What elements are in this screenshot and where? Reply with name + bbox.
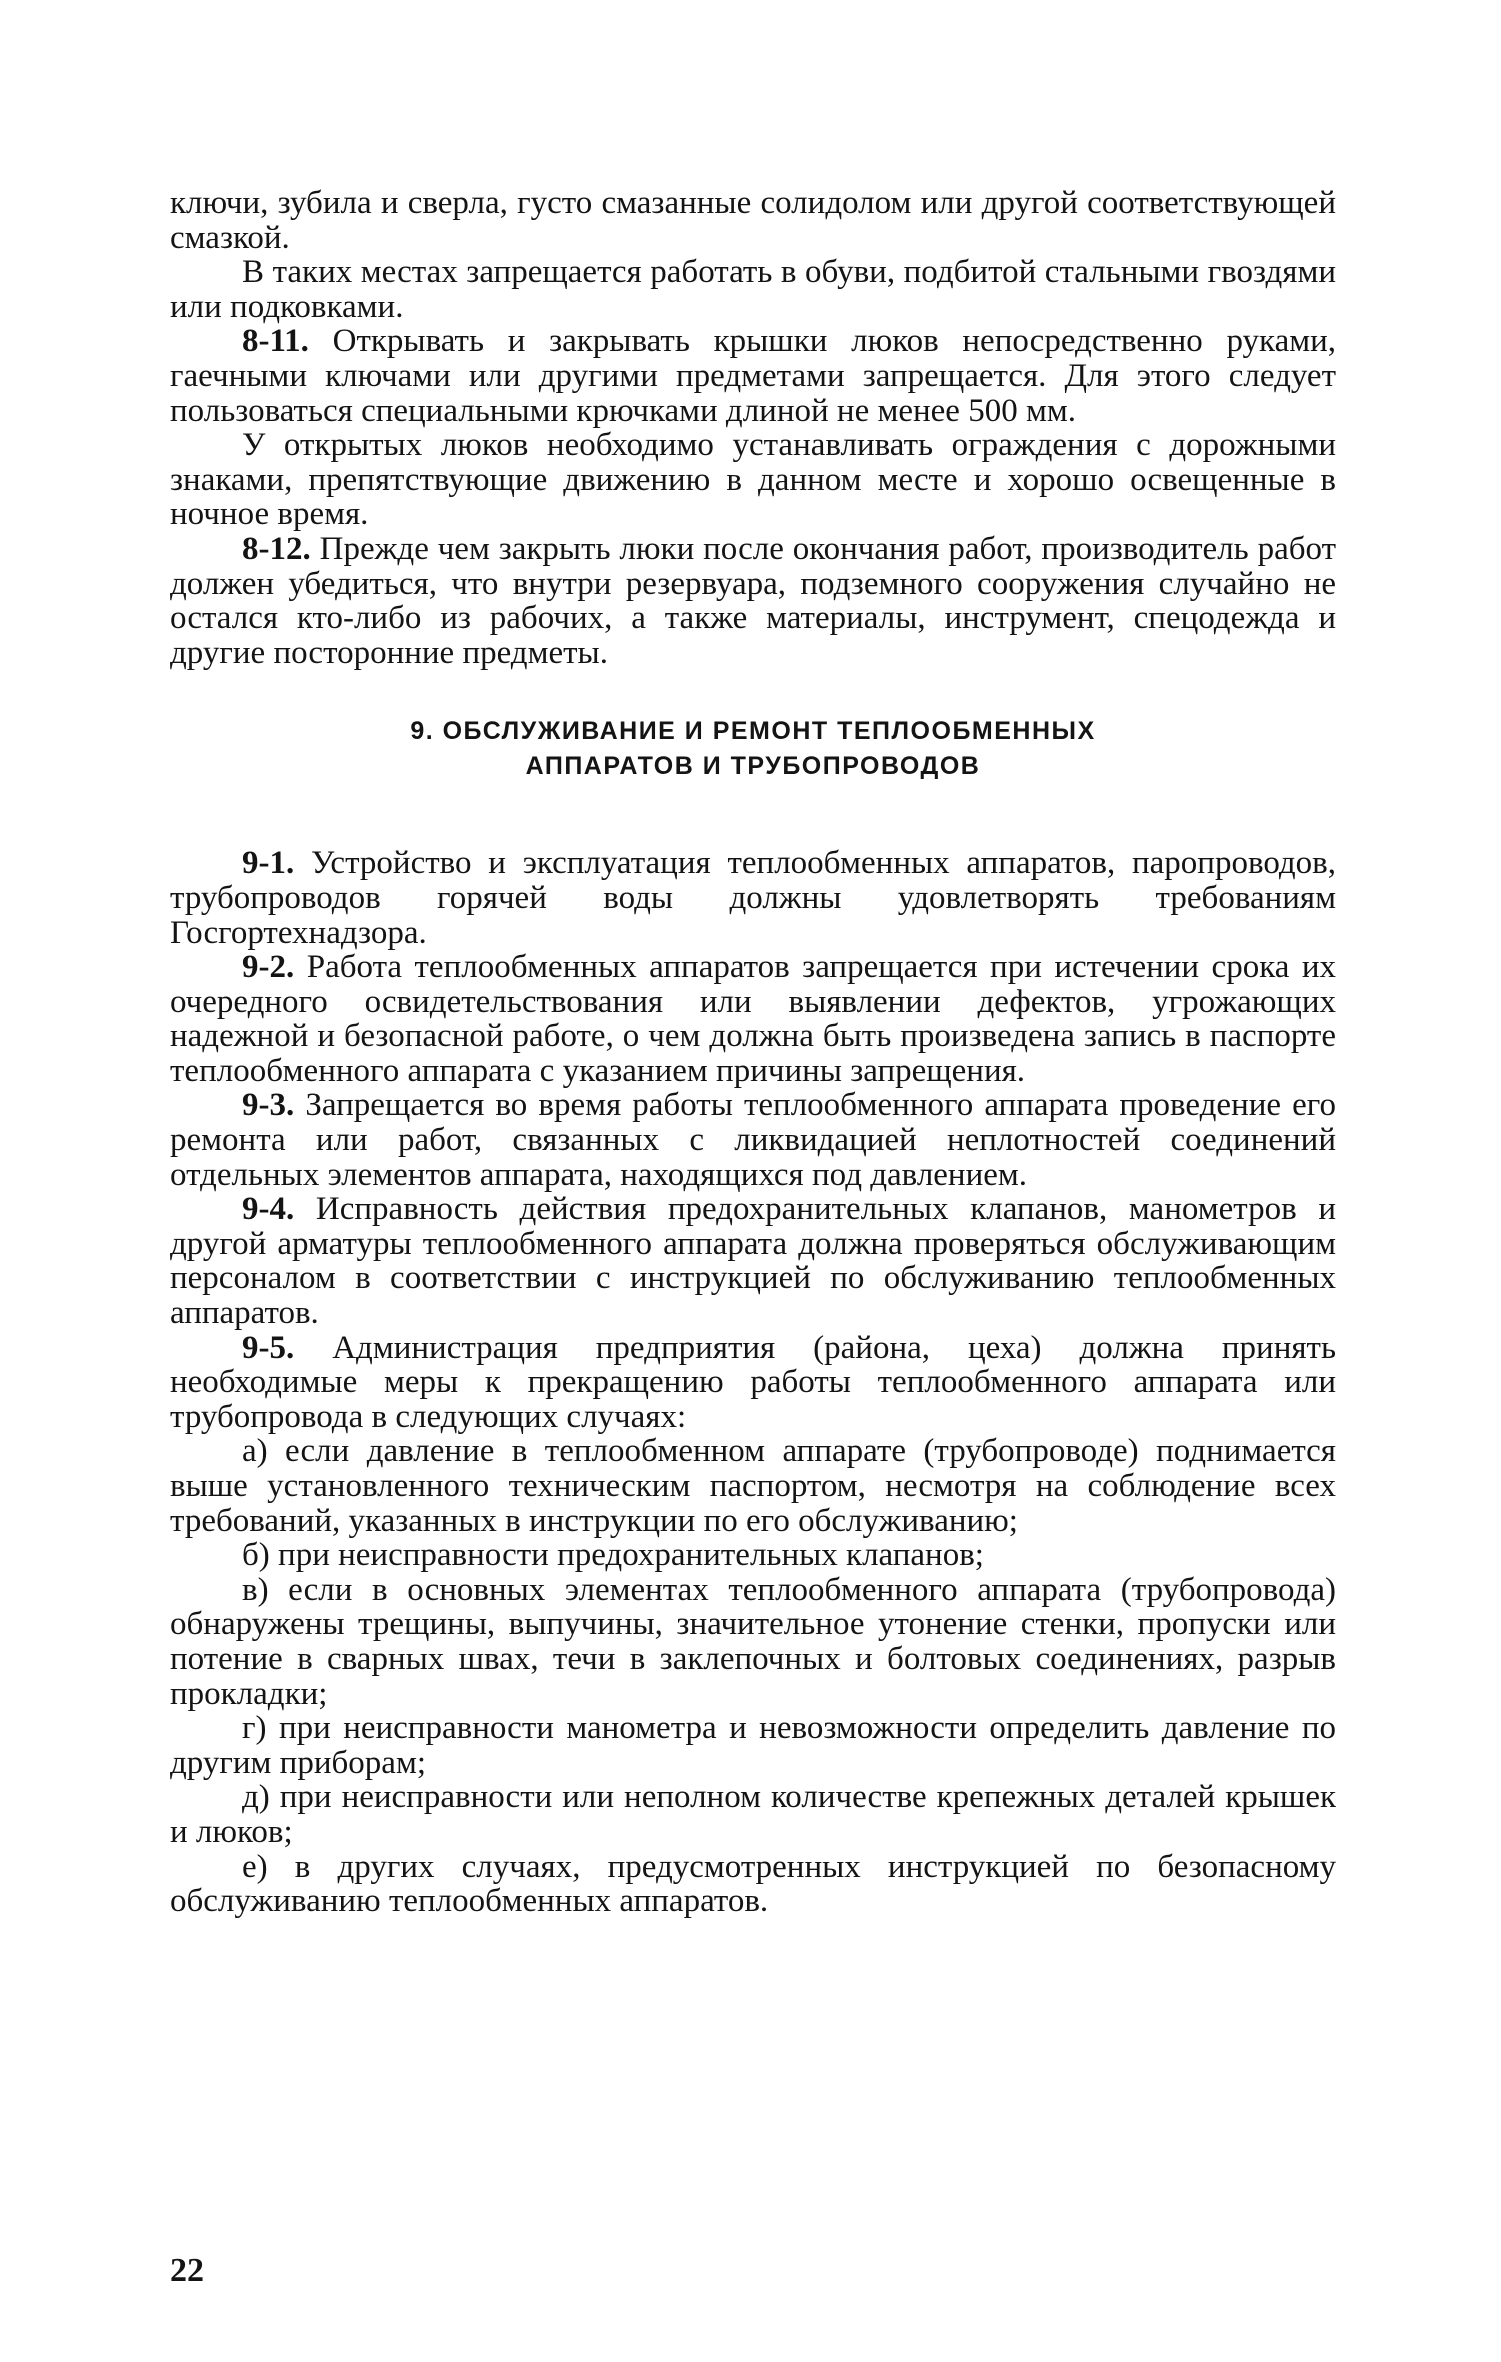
paragraph-text: Устройство и эксплуатация теплообменных аппаратов, паропроводов, трубопроводов горячей воды должны удовлетворять требованиям Госгортехнадзора. [170, 845, 1336, 951]
list-item-text: г) при неисправности манометра и невозможности определить давление по другим приборам; [170, 1710, 1336, 1781]
page-number: 22 [170, 2252, 204, 2289]
list-item-text: е) в других случаях, предусмотренных инструкцией по безопасному обслуживанию теплообменных аппаратов. [170, 1848, 1336, 1920]
page-body [170, 186, 1336, 1919]
clause-number: 9-3. [242, 1087, 295, 1124]
paragraph-continuation [170, 186, 1336, 255]
paragraph-text: ключи, зубила и сверла, густо смазанные солидолом или другой соответствующей смазкой. [170, 185, 1336, 256]
clause-number: 8-12. [242, 530, 311, 567]
clause-number: 9-4. [242, 1191, 295, 1228]
paragraph-text: У открытых люков необходимо устанавливать ограждения с дорожными знаками, препятствующие движению в данном месте и хорошо освещенные в ночное время. [170, 427, 1336, 533]
list-item-d [170, 1780, 1336, 1849]
clause-number: 8-11. [242, 323, 309, 360]
paragraph-9-2 [170, 950, 1336, 1088]
paragraph [170, 428, 1336, 532]
paragraph-text: Работа теплообменных аппаратов запрещается при истечении срока их очередного освидетельствования или выявлении дефектов, угрожающих надежной и безопасной работе, о чем должна быть произведена запись в паспорте теплообменного аппарата с указанием причины запрещения. [170, 949, 1337, 1089]
clause-number: 9-5. [242, 1329, 295, 1366]
section-heading [170, 714, 1336, 784]
list-item-text: б) при неисправности предохранительных клапанов; [242, 1537, 984, 1574]
paragraph-text: Администрация предприятия (района, цеха) должна принять необходимые меры к прекращению работы теплообменного аппарата или трубопровода в следующих случаях: [170, 1329, 1337, 1435]
section-heading-line-1: 9. ОБСЛУЖИВАНИЕ И РЕМОНТ ТЕПЛООБМЕННЫХ [410, 717, 1096, 746]
paragraph-8-12 [170, 532, 1336, 670]
paragraph-9-4 [170, 1192, 1336, 1330]
clause-number: 9-2. [242, 949, 295, 986]
list-item-text: а) если давление в теплообменном аппарате (трубопроводе) поднимается выше установленного техническим паспортом, несмотря на соблюдение всех требований, указанных в инструкции по его обслуживанию; [170, 1433, 1336, 1539]
paragraph-8-11 [170, 324, 1336, 428]
paragraph-text: Открывать и закрывать крышки люков непосредственно руками, гаечными ключами или другими предметами запрещается. Для этого следует пользоваться специальными крючками длиной не менее 500 мм. [170, 323, 1337, 429]
clause-number: 9-1. [242, 845, 295, 882]
paragraph-text: Прежде чем закрыть люки после окончания работ, производитель работ должен убедиться, что внутри резервуара, подземного сооружения случайно не остался кто-либо из рабочих, а также материалы, инструмент, спецодежда и другие посторонние предметы. [170, 530, 1337, 671]
paragraph-text: Исправность действия предохранительных клапанов, манометров и другой арматуры теплообменного аппарата должна проверяться обслуживающим персоналом в соответствии с инструкцией по обслуживанию теплообменных аппаратов. [170, 1191, 1336, 1332]
list-item-e [170, 1850, 1336, 1919]
list-item-a [170, 1434, 1336, 1538]
paragraph-9-5 [170, 1331, 1336, 1435]
list-item-v [170, 1573, 1336, 1711]
paragraph-9-1 [170, 846, 1336, 950]
list-item-b [170, 1538, 1336, 1573]
paragraph-text: В таких местах запрещается работать в обуви, подбитой стальными гвоздями или подковками. [170, 254, 1336, 325]
list-item-g [170, 1711, 1336, 1780]
list-item-text: д) при неисправности или неполном количестве крепежных деталей крышек и люков; [170, 1779, 1336, 1850]
section-heading-line-2: АППАРАТОВ И ТРУБОПРОВОДОВ [525, 752, 981, 781]
paragraph-text: Запрещается во время работы теплообменного аппарата проведение его ремонта или работ, связанных с ликвидацией неплотностей соединений отдельных элементов аппарата, находящихся под давлением. [170, 1087, 1337, 1193]
list-item-text: в) если в основных элементах теплообменного аппарата (трубопровода) обнаружены трещины, выпучины, значительное утонение стенки, пропуски или потение в сварных швах, течи в заклепочных и болтовых соединениях, разрыв прокладки; [170, 1571, 1336, 1712]
paragraph-9-3 [170, 1088, 1336, 1192]
paragraph [170, 255, 1336, 324]
